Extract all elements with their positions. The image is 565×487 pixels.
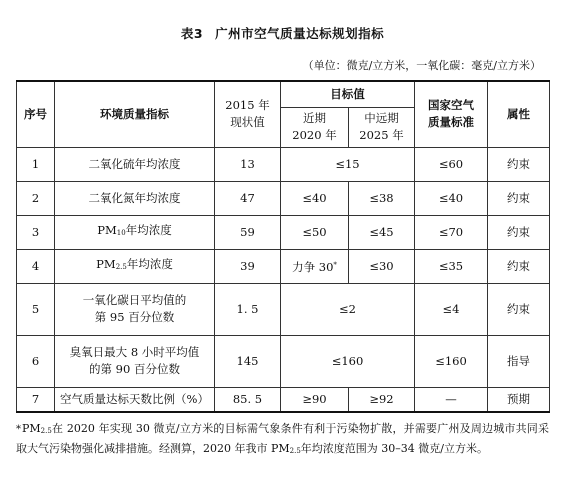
cell-near: ≤40 xyxy=(281,181,349,215)
cell-attribute: 约束 xyxy=(488,283,550,335)
cell-indicator xyxy=(55,249,215,283)
cell-current: 39 xyxy=(215,249,281,283)
cell-current: 145 xyxy=(215,335,281,387)
cell-national: ≤160 xyxy=(415,335,488,387)
col-header-near-line2: 2020 年 xyxy=(292,128,337,142)
cell-national: — xyxy=(415,387,488,412)
pm-label: PM xyxy=(96,257,116,271)
table-row xyxy=(17,147,550,181)
cell-national: ≤35 xyxy=(415,249,488,283)
indicator-line2: 的第 90 百分位数 xyxy=(89,362,180,376)
col-header-target: 目标值 xyxy=(281,81,415,107)
table-row xyxy=(17,283,550,335)
col-header-near xyxy=(281,107,349,147)
cell-current: 59 xyxy=(215,215,281,249)
footnote-text-part1: 在 2020 年实现 30 微克/立方米的目标需气象条件有利于污染物扩散，并需要广州及周边城市共同采取大气污染物强化减排措施。经测算，2020 年我市 PM xyxy=(16,422,549,455)
indicator-table xyxy=(16,80,550,413)
indicator-line1: 臭氧日最大 8 小时平均值 xyxy=(69,345,200,359)
cell-current: 85. 5 xyxy=(215,387,281,412)
col-header-mid-line2: 2025 年 xyxy=(359,128,404,142)
cell-indicator xyxy=(55,283,215,335)
cell-seq: 4 xyxy=(17,249,55,283)
indicator-line1: 一氧化碳日平均值的 xyxy=(82,293,187,307)
table-number: 表3 xyxy=(180,26,204,41)
cell-target-merged: ≤2 xyxy=(281,283,415,335)
cell-national: ≤60 xyxy=(415,147,488,181)
cell-attribute: 预期 xyxy=(488,387,550,412)
col-header-seq: 序号 xyxy=(17,81,55,147)
col-header-attribute: 属性 xyxy=(488,81,550,147)
header-row-1 xyxy=(17,81,550,107)
cell-near: ≤50 xyxy=(281,215,349,249)
indicator-line2: 第 95 百分位数 xyxy=(94,310,175,324)
indicator-suffix: 年均浓度 xyxy=(126,257,173,271)
table-row xyxy=(17,181,550,215)
cell-attribute: 约束 xyxy=(488,249,550,283)
cell-indicator: 二氧化硫年均浓度 xyxy=(55,147,215,181)
cell-mid: ≤30 xyxy=(349,249,415,283)
indicator-suffix: 年均浓度 xyxy=(125,223,172,237)
cell-attribute: 约束 xyxy=(488,215,550,249)
cell-indicator: 空气质量达标天数比例（%） xyxy=(55,387,215,412)
col-header-mid xyxy=(349,107,415,147)
col-header-near-line1: 近期 xyxy=(303,111,326,125)
cell-seq: 5 xyxy=(17,283,55,335)
cell-seq: 7 xyxy=(17,387,55,412)
cell-attribute: 约束 xyxy=(488,181,550,215)
col-header-current xyxy=(215,81,281,147)
footnote-mark: * xyxy=(16,424,21,435)
cell-mid: ≤45 xyxy=(349,215,415,249)
cell-national: ≤4 xyxy=(415,283,488,335)
footnote-pm-subscript: 2.5 xyxy=(40,427,52,435)
cell-seq: 1 xyxy=(17,147,55,181)
col-header-indicator: 环境质量指标 xyxy=(55,81,215,147)
table-row xyxy=(17,387,550,412)
cell-current: 1. 5 xyxy=(215,283,281,335)
table-row xyxy=(17,249,550,283)
footnote xyxy=(16,420,549,460)
unit-note: （单位：微克/立方米，一氧化碳：毫克/立方米） xyxy=(302,59,541,72)
pm-subscript: 2.5 xyxy=(115,263,127,271)
cell-attribute: 指导 xyxy=(488,335,550,387)
cell-mid: ≤38 xyxy=(349,181,415,215)
cell-near xyxy=(281,249,349,283)
footnote-pm-subscript-2: 2.5 xyxy=(289,447,301,455)
cell-seq: 2 xyxy=(17,181,55,215)
col-header-mid-line1: 中远期 xyxy=(364,111,399,125)
cell-seq: 6 xyxy=(17,335,55,387)
cell-indicator: 二氧化氮年均浓度 xyxy=(55,181,215,215)
cell-attribute: 约束 xyxy=(488,147,550,181)
cell-national: ≤70 xyxy=(415,215,488,249)
cell-indicator xyxy=(55,335,215,387)
table-title xyxy=(0,24,565,42)
near-value: 力争 30 xyxy=(292,259,334,274)
cell-current: 13 xyxy=(215,147,281,181)
col-header-current-line1: 2015 年 xyxy=(225,98,270,113)
table-row xyxy=(17,215,550,249)
footnote-pm-label: PM xyxy=(22,422,41,435)
cell-target-merged: ≤160 xyxy=(281,335,415,387)
col-header-current-line2: 现状值 xyxy=(230,115,265,130)
col-header-national-line1: 国家空气 xyxy=(428,98,474,113)
cell-current: 47 xyxy=(215,181,281,215)
table-title-text: 广州市空气质量达标规划指标 xyxy=(215,26,385,41)
pm-subscript: 10 xyxy=(116,229,126,237)
cell-target-merged: ≤15 xyxy=(281,147,415,181)
table-row xyxy=(17,335,550,387)
cell-mid: ≥92 xyxy=(349,387,415,412)
footnote-text-part2: 年均浓度范围为 30–34 微克/立方米。 xyxy=(300,442,488,455)
cell-indicator xyxy=(55,215,215,249)
footnote-mark: * xyxy=(333,260,337,269)
cell-national: ≤40 xyxy=(415,181,488,215)
pm-label: PM xyxy=(97,223,117,237)
cell-near: ≥90 xyxy=(281,387,349,412)
col-header-national-line2: 质量标准 xyxy=(428,115,474,130)
col-header-national xyxy=(415,81,488,147)
cell-seq: 3 xyxy=(17,215,55,249)
